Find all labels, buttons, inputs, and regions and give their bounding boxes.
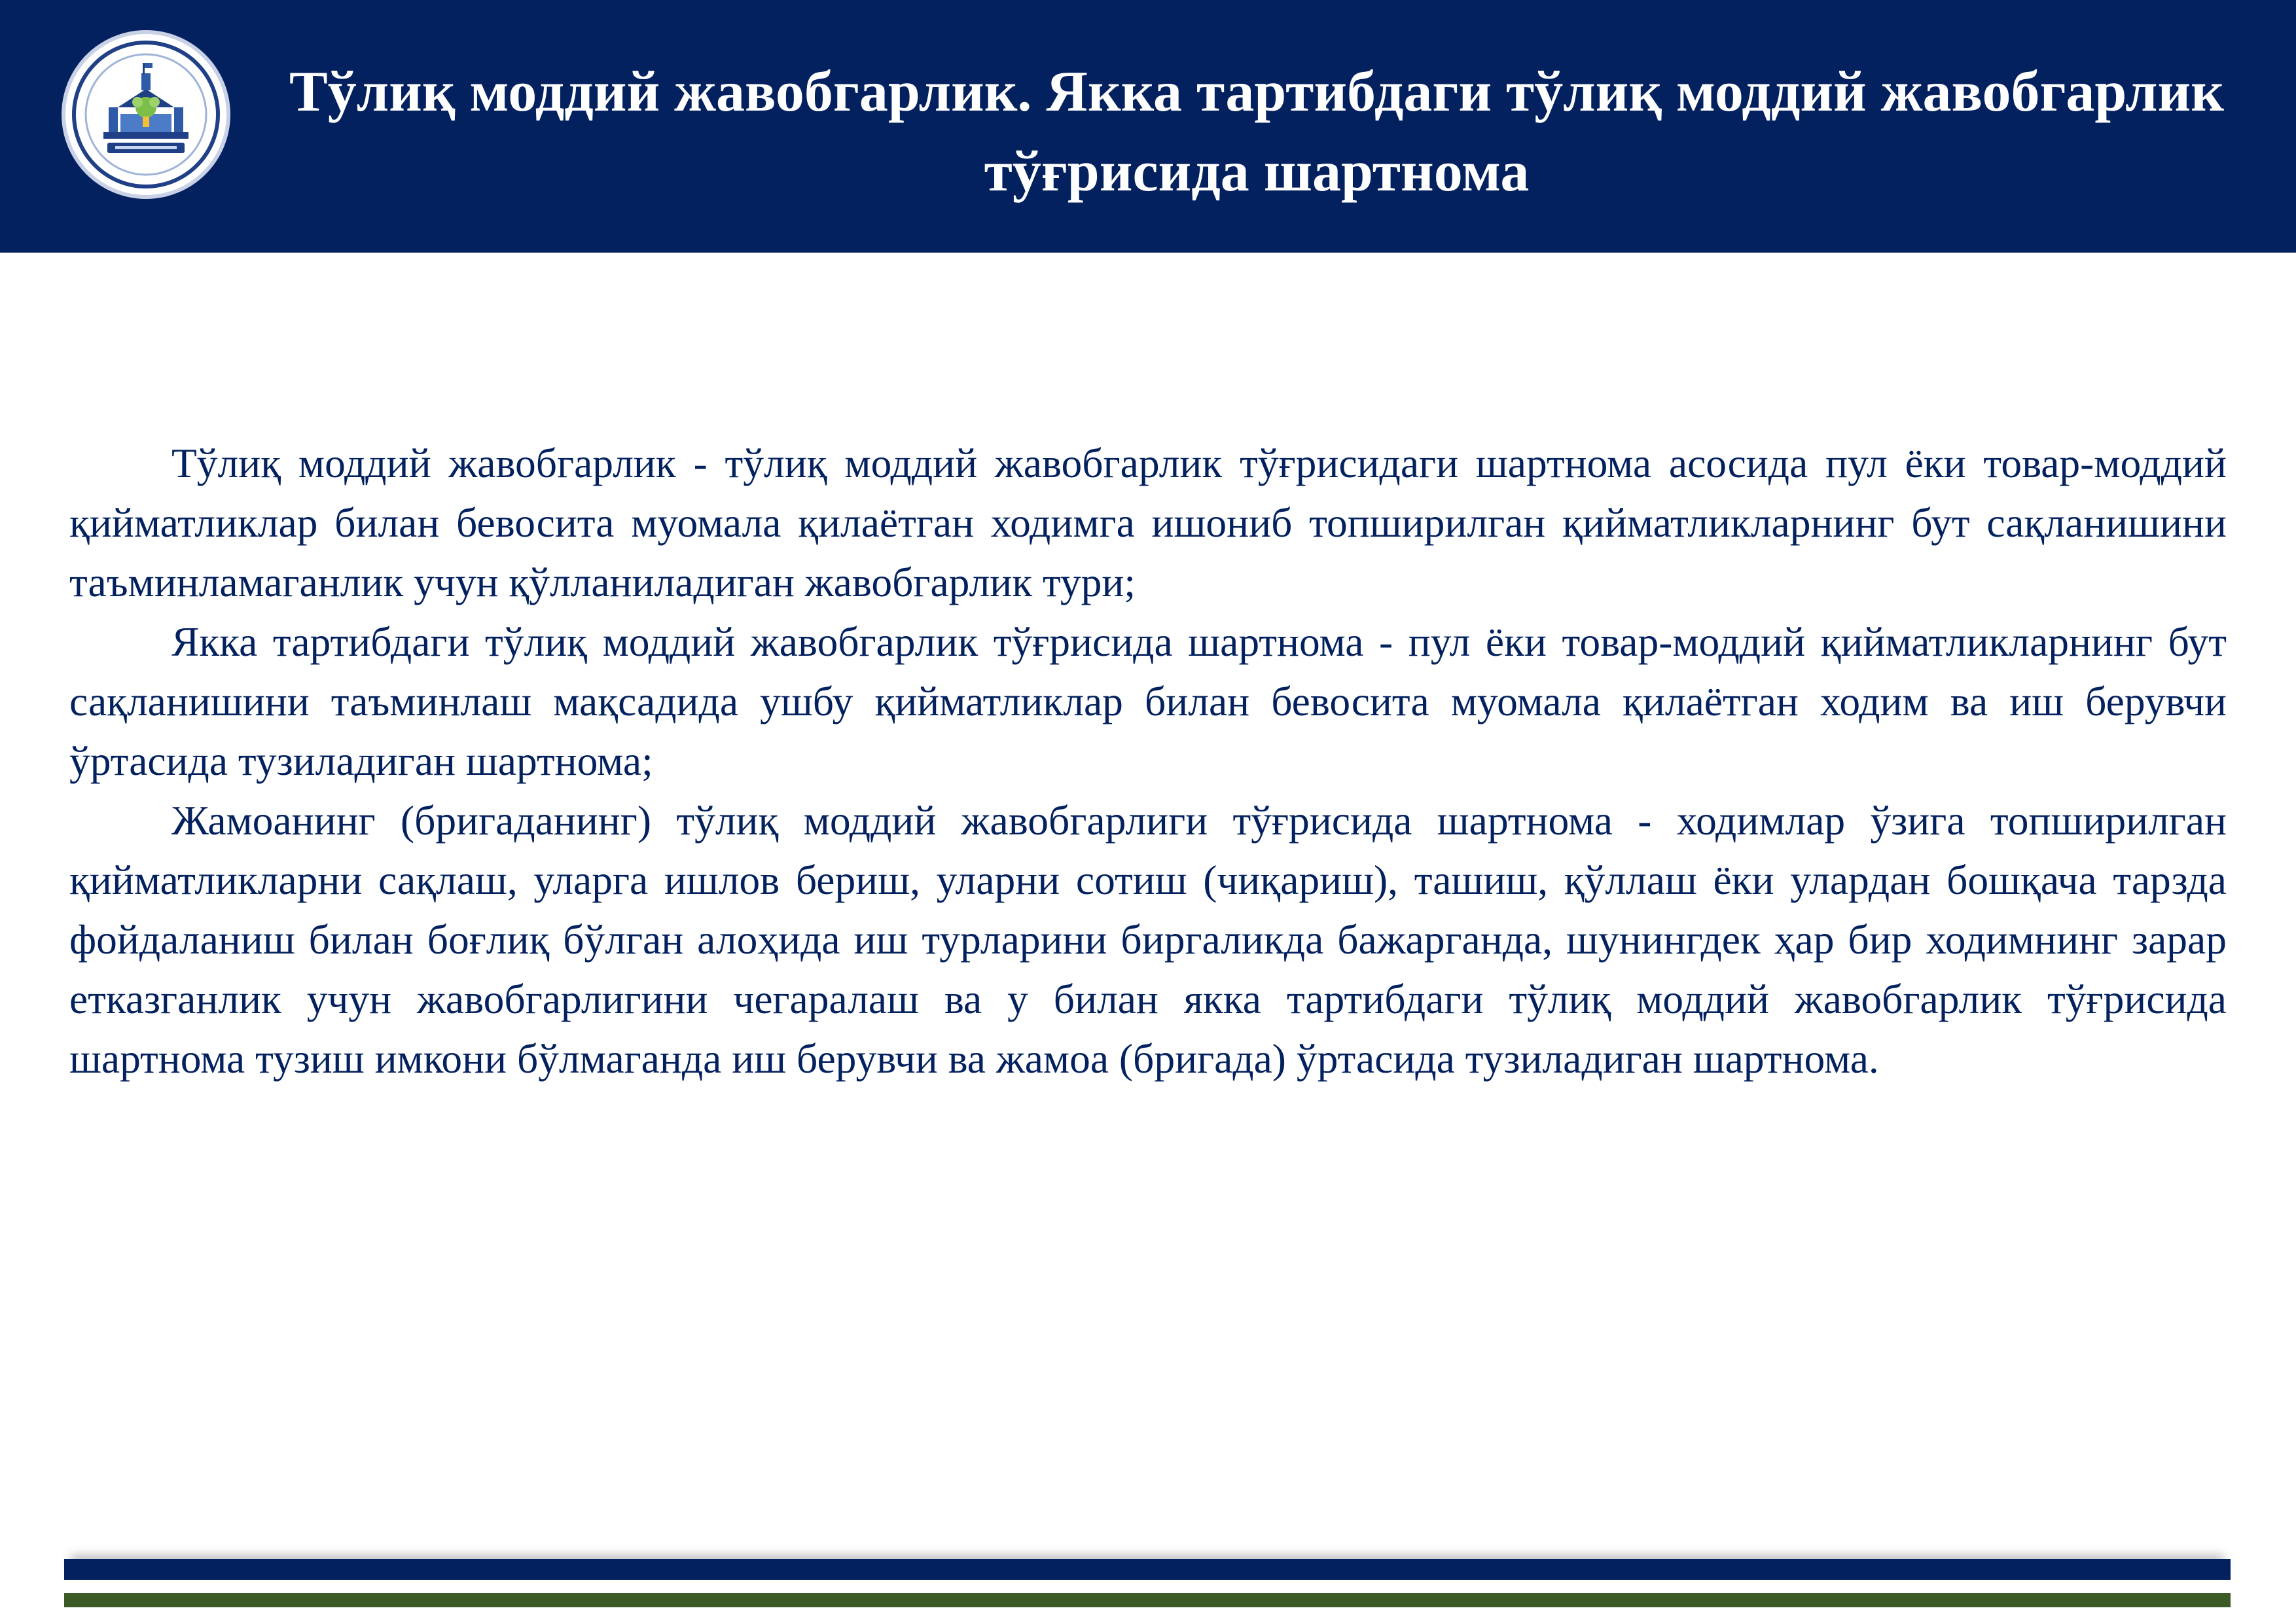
header-banner	[0, 0, 2296, 253]
paragraph-individual-contract-definition: Якка тартибдаги тўлиқ моддий жавобгарлик тўғрисида шартнома - пул ёки товар-моддий қийматликларнинг бут сақланишини таъминлаш мақсадида ушбу қийматликлар билан бевосита муомала қилаётган ходим ва иш берувчи ўртасида тузиладиган шартнома;	[69, 618, 2227, 784]
page-title: Тўлиқ моддий жавобгарлик. Якка тартибдаги тўлиқ моддий жавобгарлик тўғрисида шартнома	[289, 60, 2224, 204]
paragraph-full-liability-definition: Тўлиқ моддий жавобгарлик - тўлиқ моддий жавобгарлик тўғрисидаги шартнома асосида пул ёки товар-моддий қийматликлар билан бевосита муомала қилаётган ходимга ишониб топширилган қийматликларнинг бут сақланишини таъминламаганлик учун қўлланиладиган жавобгарлик тури;	[69, 440, 2227, 605]
body-text	[69, 433, 2227, 1088]
paragraph-collective-contract-definition: Жамоанинг (бригаданинг) тўлиқ моддий жавобгарлиги тўғрисида шартнома - ходимлар ўзига топширилган қийматликларни сақлаш, уларга ишлов бериш, уларни сотиш (чиқариш), ташиш, қўллаш ёки улардан бошқача тарзда фойдаланиш билан боғлиқ бўлган алоҳида иш турларини биргаликда бажарганда, шунингдек ҳар бир ходимнинг зарар етказганлик учун жавобгарлигини чегаралаш ва у билан якка тартибдаги тўлиқ моддий жавобгарлик тўғрисида шартнома тузиш имкони бўлмаганда иш берувчи ва жамоа (бригада) ўртасида тузиладиган шартнома.	[69, 797, 2227, 1082]
footer-blue-bar	[64, 1559, 2231, 1580]
university-emblem-icon	[65, 34, 226, 195]
footer-green-bar	[64, 1593, 2231, 1607]
